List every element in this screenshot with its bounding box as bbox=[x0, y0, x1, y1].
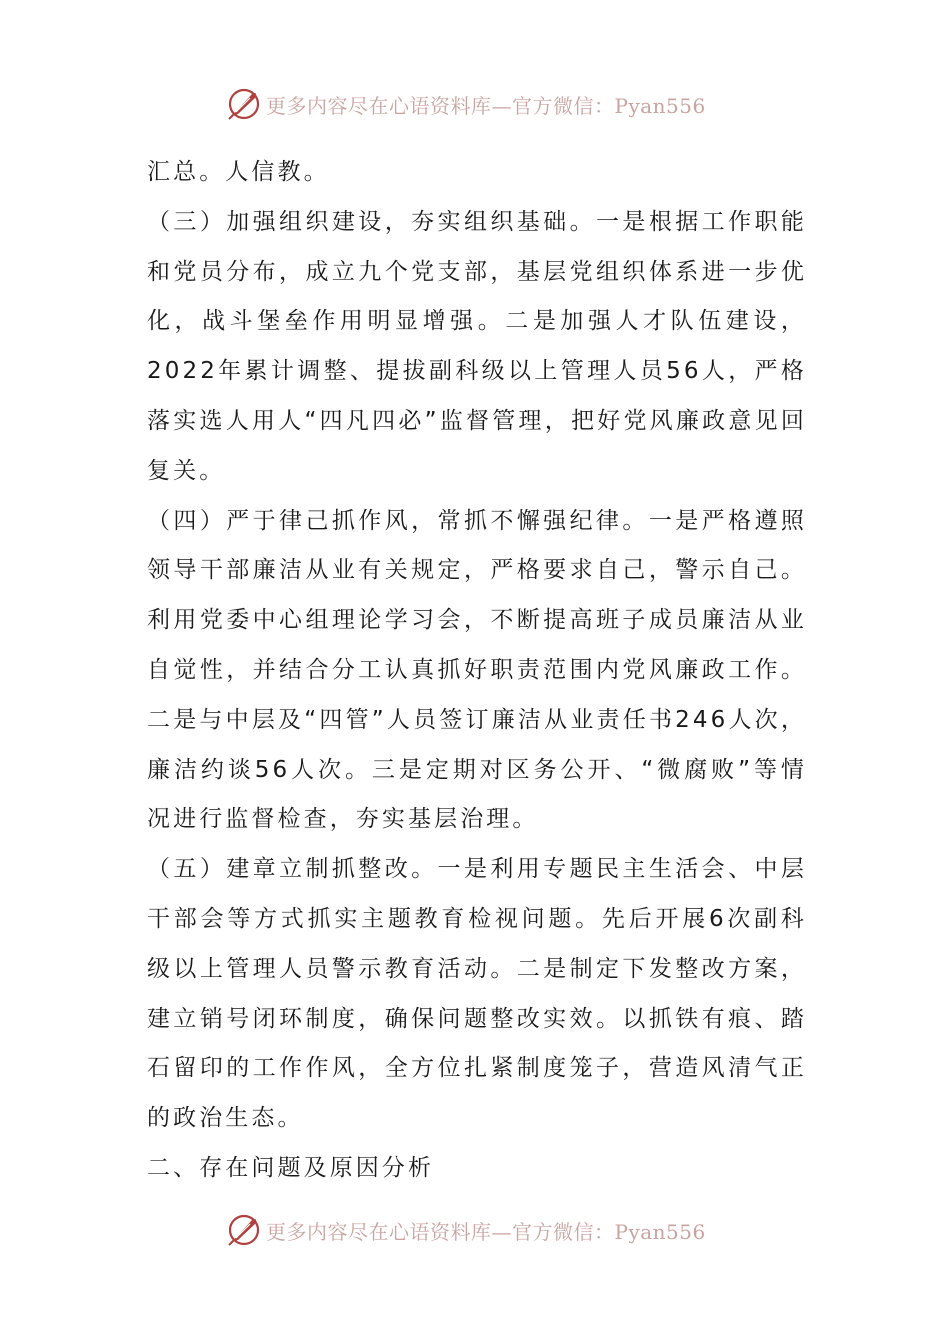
header-watermark bbox=[226, 84, 706, 124]
document-body bbox=[147, 148, 807, 1194]
quill-logo-icon bbox=[226, 1212, 262, 1248]
section-heading-problems: 二、存在问题及原因分析 bbox=[147, 1154, 435, 1181]
paragraph-organization-building: （三）加强组织建设，夯实组织基础。一是根据工作职能和党员分布，成立九个党支部，基层党组织体系进一步优化，战斗堡垒作用明显增强。二是加强人才队伍建设，2022年累计调整、提拔副科级以上管理人员56人，严格落实选人用人“四凡四必”监督管理，把好党风廉政意见回复关。 bbox=[147, 208, 807, 484]
watermark-text: 更多内容尽在心语资料库—官方微信：Pyan556 bbox=[266, 1219, 706, 1244]
footer-watermark bbox=[226, 1210, 706, 1250]
paragraph-rectification: （五）建章立制抓整改。一是利用专题民主生活会、中层干部会等方式抓实主题教育检视问题。先后开展6次副科级以上管理人员警示教育活动。二是制定下发整改方案，建立销号闭环制度，确保问题整改实效。以抓铁有痕、踏石留印的工作作风，全方位扎紧制度笼子，营造风清气正的政治生态。 bbox=[147, 856, 807, 1132]
quill-logo-icon bbox=[226, 86, 262, 122]
paragraph-self-discipline: （四）严于律己抓作风，常抓不懈强纪律。一是严格遵照领导干部廉洁从业有关规定，严格要求自己，警示自己。利用党委中心组理论学习会，不断提高班子成员廉洁从业自觉性，并结合分工认真抓好职责范围内党风廉政工作。二是与中层及“四管”人员签订廉洁从业责任书246人次，廉洁约谈56人次。三是定期对区务公开、“微腐败”等情况进行监督检查，夯实基层治理。 bbox=[147, 507, 807, 833]
paragraph-summary-end: 汇总。人信教。 bbox=[147, 159, 330, 185]
watermark-text: 更多内容尽在心语资料库—官方微信：Pyan556 bbox=[266, 93, 706, 118]
